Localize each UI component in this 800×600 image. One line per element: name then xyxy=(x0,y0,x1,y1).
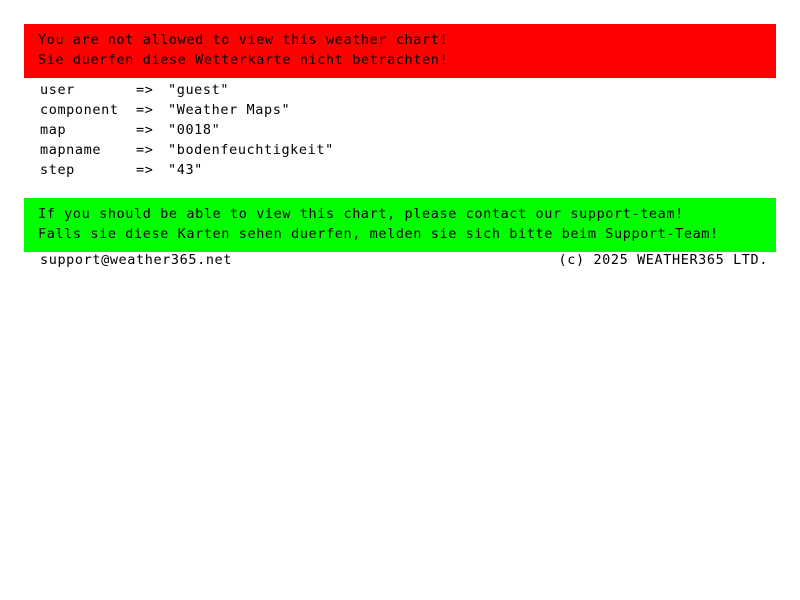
permission-error-text-de: Sie duerfen diese Wetterkarte nicht betrachten! xyxy=(38,52,449,68)
parameter-key: user xyxy=(40,82,75,98)
support-info-banner xyxy=(24,198,776,252)
parameter-value: "bodenfeuchtigkeit" xyxy=(168,142,334,158)
parameter-value: "guest" xyxy=(168,82,230,98)
support-email-link[interactable]: support@weather365.net xyxy=(40,252,233,268)
request-parameters-list xyxy=(40,80,334,180)
parameter-row-step xyxy=(40,160,334,180)
parameter-key: component xyxy=(40,102,119,118)
parameter-key: mapname xyxy=(40,142,102,158)
parameter-value: "Weather Maps" xyxy=(168,102,291,118)
permission-error-text-en: You are not allowed to view this weather chart! xyxy=(38,32,449,48)
parameter-row-component xyxy=(40,100,334,120)
arrow-icon: => xyxy=(136,122,154,138)
parameter-row-user xyxy=(40,80,334,100)
parameter-row-mapname xyxy=(40,140,334,160)
parameter-key: map xyxy=(40,122,67,138)
parameter-key: step xyxy=(40,162,75,178)
support-info-text-de: Falls sie diese Karten sehen duerfen, melden sie sich bitte beim Support-Team! xyxy=(38,226,719,242)
arrow-icon: => xyxy=(136,82,154,98)
parameter-value: "43" xyxy=(168,162,203,178)
arrow-icon: => xyxy=(136,142,154,158)
parameter-row-map xyxy=(40,120,334,140)
permission-error-banner xyxy=(24,24,776,78)
support-info-text-en: If you should be able to view this chart, please contact our support-team! xyxy=(38,206,684,222)
copyright-text: (c) 2025 WEATHER365 LTD. xyxy=(558,252,768,268)
parameter-value: "0018" xyxy=(168,122,221,138)
page-footer xyxy=(40,250,768,270)
arrow-icon: => xyxy=(136,162,154,178)
arrow-icon: => xyxy=(136,102,154,118)
